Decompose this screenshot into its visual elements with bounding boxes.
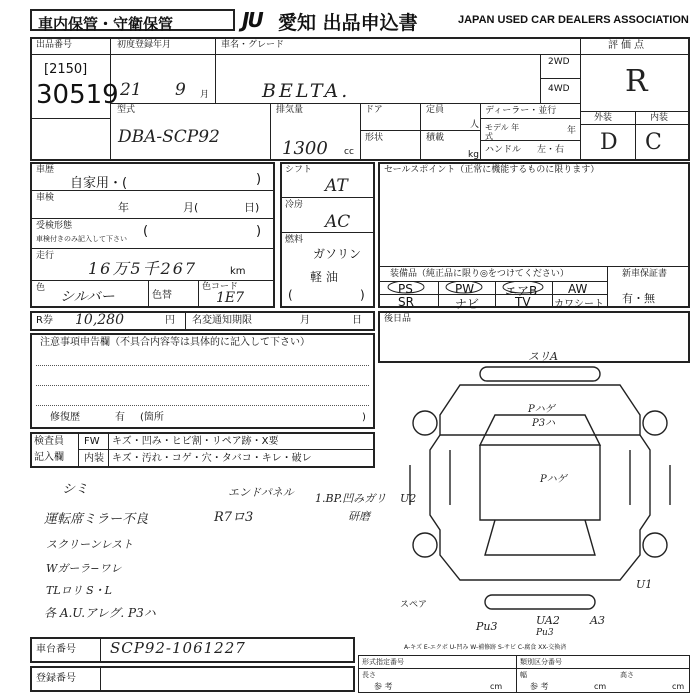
damage-legend: A-キズ E-エクボ U-凹み W-補修跡 S-サビ C-腐食 XX-交換済: [404, 644, 567, 651]
note-right-4: 研磨: [348, 510, 370, 523]
diagram-mark-1: Pハゲ: [528, 404, 555, 415]
fuel-value: ガソリン: [313, 247, 362, 261]
ju-logo: JU: [242, 8, 262, 32]
diagram-top-label: スリA: [528, 350, 558, 363]
equip-airbag: エアB: [505, 284, 538, 298]
lot-sub-number: [2150]: [44, 62, 88, 77]
diagram-mark-3: Pハゲ: [540, 474, 567, 485]
diagram-bottom-mid2: Pu3: [536, 628, 554, 638]
note-right-3: 1.BP.凹みガリ: [315, 492, 387, 505]
displacement-value: 1300: [282, 138, 328, 159]
page-title: 愛知 出品申込書: [278, 12, 418, 34]
first-reg-month: 9: [175, 80, 186, 100]
note-line-1: シミ: [62, 482, 89, 497]
exterior-grade: D: [600, 130, 618, 155]
recycle-value: 10,280: [75, 312, 124, 328]
equip-tv: TV: [515, 295, 531, 309]
equip-leather: カワシート: [554, 299, 604, 310]
diagram-bottom-mid1: UA2: [536, 614, 560, 627]
equip-ps: PS: [398, 282, 413, 296]
spare-label: スペア: [400, 600, 428, 610]
lot-number-label: 出品番号: [36, 40, 73, 50]
equip-circles: [378, 281, 607, 308]
color-value: シルバー: [60, 289, 115, 305]
note-line-3: スクリーンレスト: [46, 538, 134, 551]
shift-value: AT: [325, 176, 348, 196]
note-right-2: R7ロ3: [214, 510, 254, 525]
note-line-4: Wガーラ−ワレ: [46, 562, 122, 575]
grade-value: R: [625, 64, 648, 99]
car-name-value: BELTA.: [262, 80, 351, 102]
first-reg-year: 21: [120, 80, 142, 100]
model-code: DBA-SCP92: [118, 127, 220, 147]
interior-grade: C: [645, 130, 662, 155]
equip-aw: AW: [568, 282, 588, 296]
lot-number: 30519: [36, 80, 119, 110]
storage-badge: 車内保管・守衛保管: [30, 9, 235, 31]
history-value: 自家用・(: [70, 176, 128, 191]
equip-navi: ナビ: [455, 297, 480, 311]
warranty-value: 有・無: [622, 292, 655, 305]
note-line-5: TLロリ S・L: [46, 584, 112, 597]
color-code: 1E7: [216, 290, 245, 306]
chassis-number: SCP92-1061227: [110, 639, 246, 657]
diagram-left-label: U2: [400, 492, 417, 505]
diagram-bottom-right: A3: [590, 614, 605, 627]
diagram-bottom-left: Pu3: [476, 620, 498, 633]
note-right-1: エンドパネル: [228, 486, 294, 499]
aircon-value: AC: [325, 212, 351, 232]
equip-sr: SR: [398, 295, 414, 309]
mileage-value: 16万5千267: [88, 259, 198, 278]
diagram-mark-2: P3ハ: [532, 418, 556, 429]
equip-pw: PW: [455, 282, 475, 296]
registration-row: [30, 666, 355, 692]
diagram-right-label: U1: [636, 578, 653, 591]
association-name: JAPAN USED CAR DEALERS ASSOCIATION: [458, 14, 689, 26]
note-line-2: 運転席ミラー不良: [44, 512, 149, 527]
note-line-6: 各 A.U.アレグ. P3ハ: [44, 606, 156, 620]
